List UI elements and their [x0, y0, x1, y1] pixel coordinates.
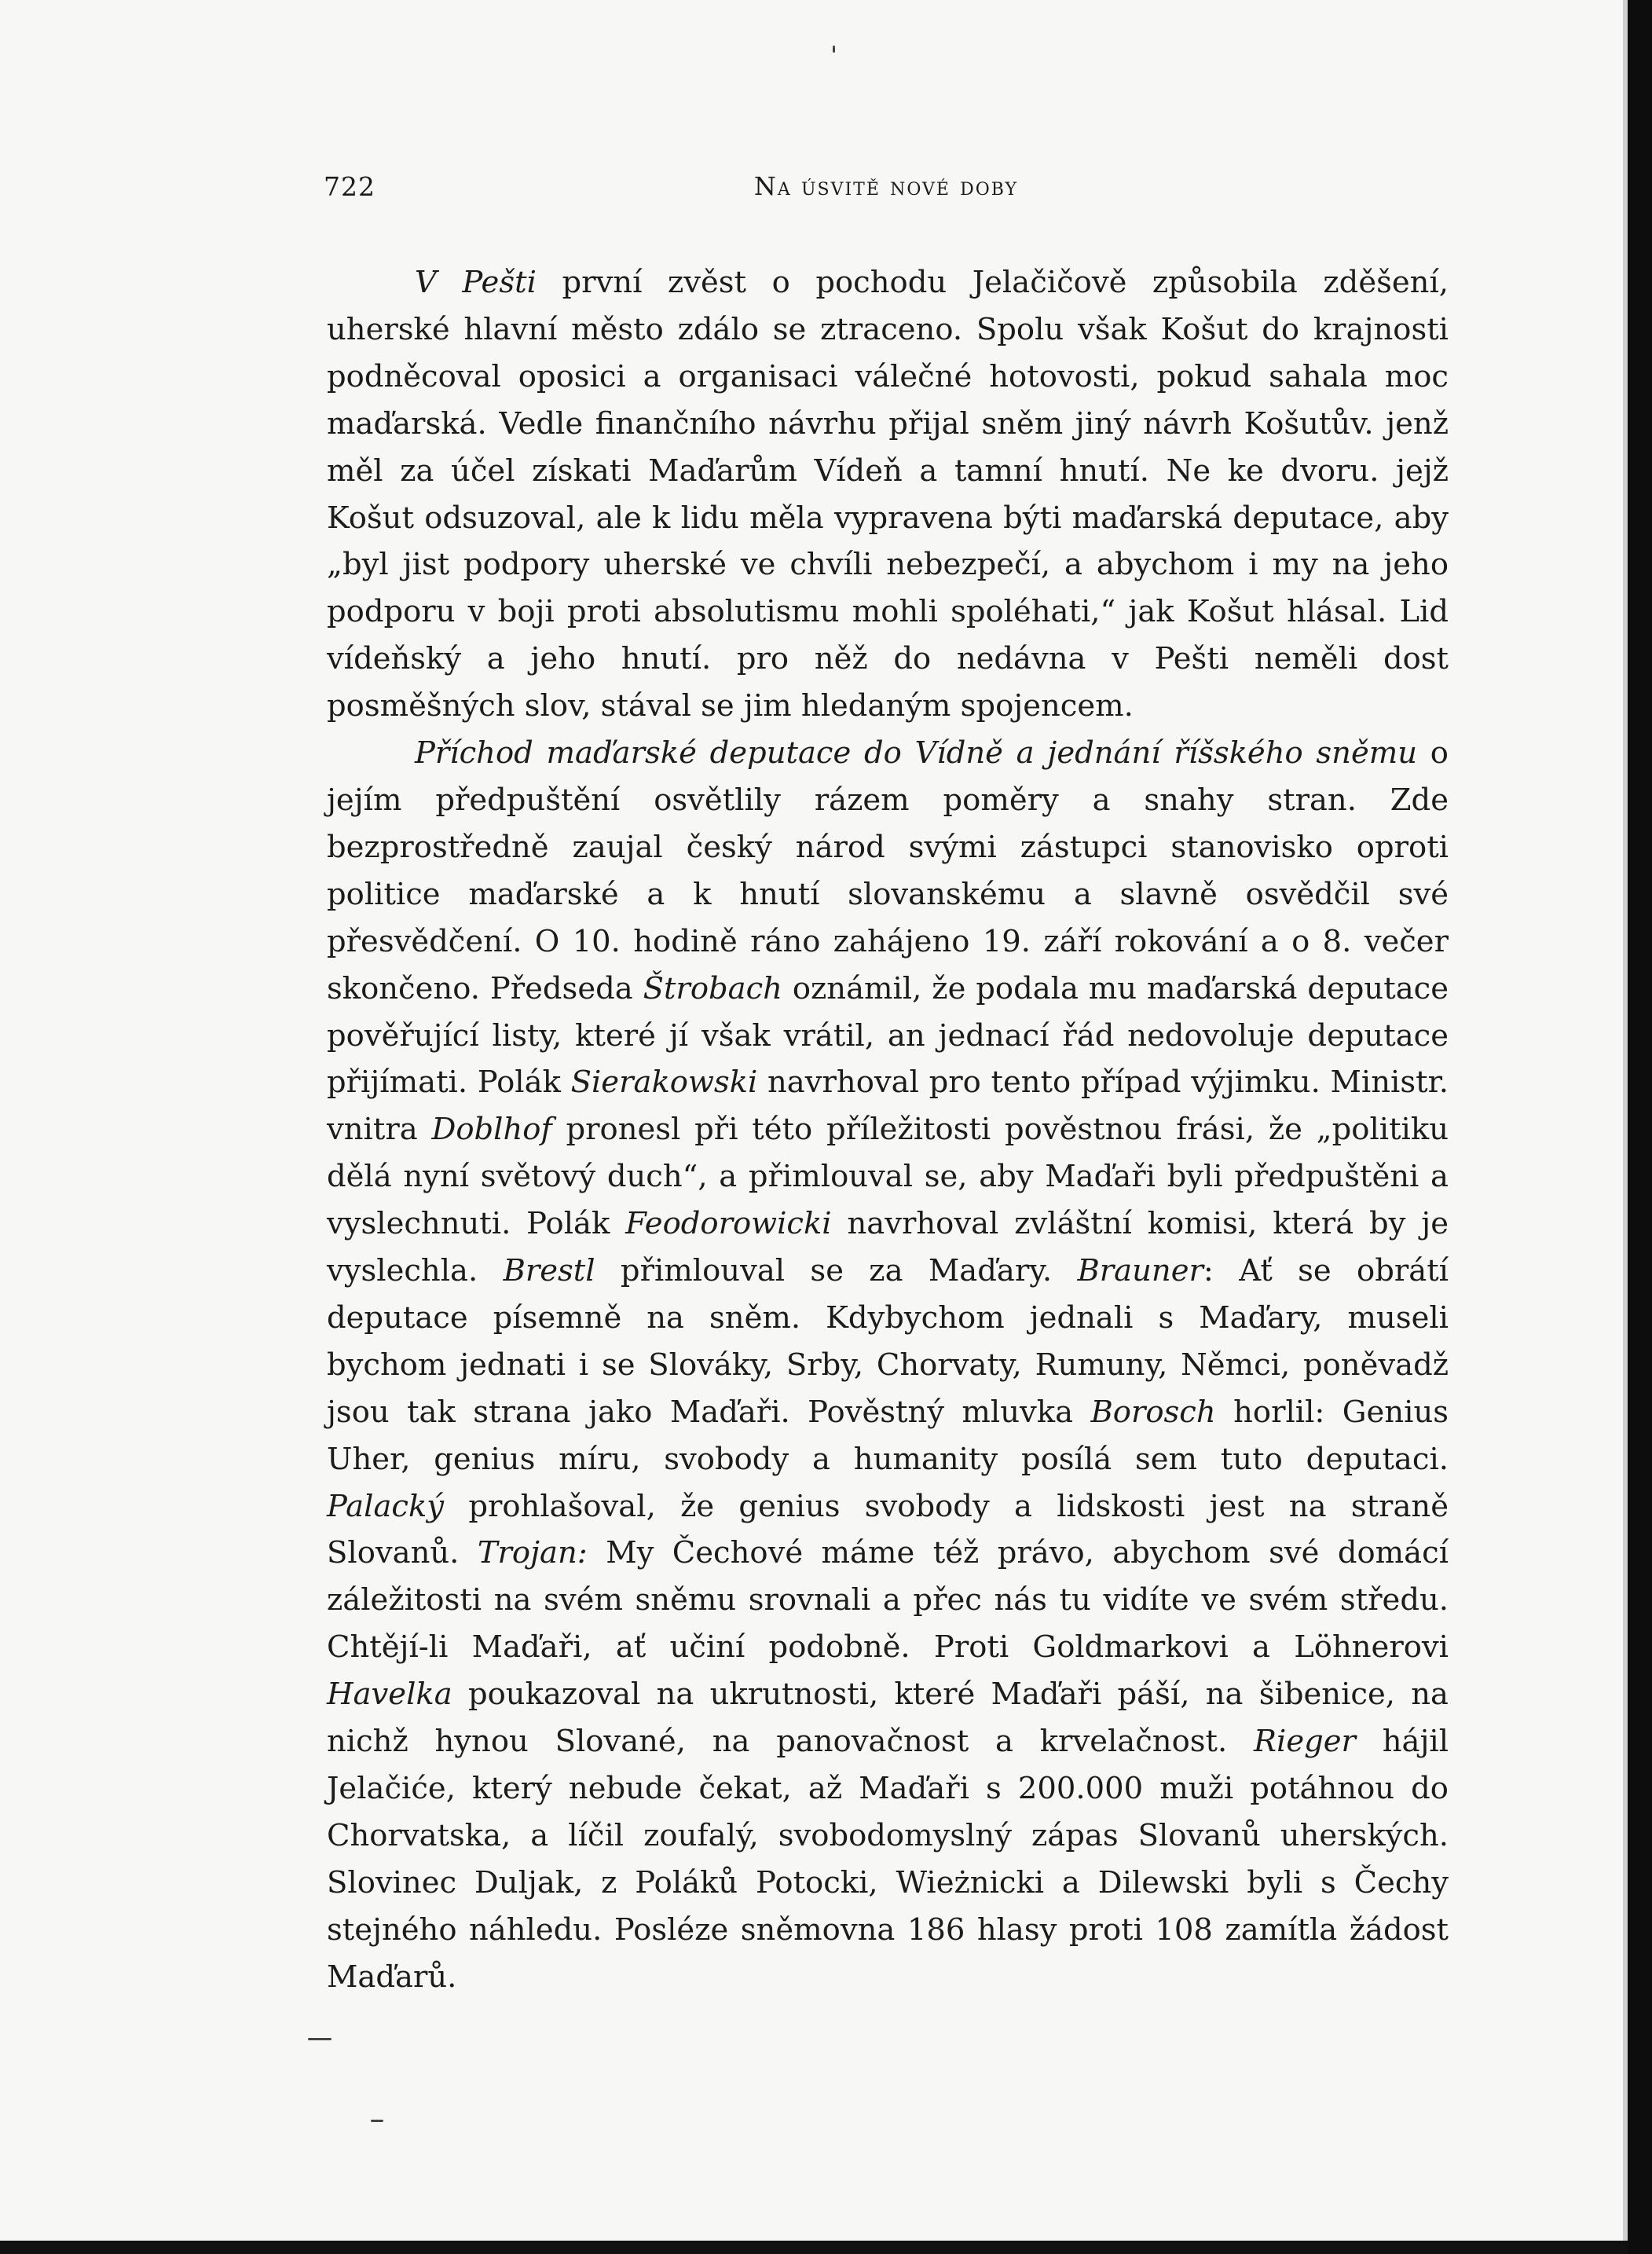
paragraph: [327, 730, 1449, 2000]
italic-text-run: Feodorowicki: [625, 1206, 832, 1242]
italic-text-run: Borosch: [1090, 1394, 1216, 1430]
text-run: horlil: Genius Uher, genius míru, svobody a humanity posílá sem tuto deputaci.: [327, 1394, 1449, 1477]
italic-text-run: Rieger: [1254, 1724, 1356, 1760]
body-text: [327, 259, 1449, 2001]
scan-mark-left: [308, 2038, 331, 2040]
italic-text-run: Brauner: [1077, 1253, 1203, 1289]
text-run: pronesl při této příležitosti pověstnou frási, že „politiku dělá nyní světový duch“, a přimlouval se, aby Maďaři byli předpuštěni a vyslechnuti. Polák: [327, 1112, 1449, 1242]
text-run: oznámil, že podala mu maďarská deputace pověřující listy, které jí však vrátil, an jednací řád nedovoluje deputace přijímati. Polák: [327, 970, 1449, 1101]
text-run: My Čechové máme též právo, abychom své domácí záležitosti na svém sněmu srovnali a přec nás tu vidíte ve svém středu. Chtějí-li Maďaři, ať učiní podobně. Proti Goldmarkovi a Löhnerovi: [327, 1535, 1449, 1666]
running-title: Na úsvitě nové doby: [753, 171, 1019, 201]
page-number: 722: [324, 171, 375, 202]
text-run: : Ať se obrátí deputace písemně na sněm. Kdybychom jednali s Maďary, museli bychom jednati i se Slováky, Srby, Chorvaty, Rumuny, Němci, poněvadž jsou tak strana jako Maďaři. Pověstný mluvka: [327, 1253, 1449, 1430]
italic-text-run: Palacký: [327, 1488, 445, 1524]
scan-mark-bottom: [371, 2120, 383, 2122]
italic-text-run: Štrobach: [643, 970, 782, 1006]
italic-text-run: Trojan:: [477, 1535, 588, 1571]
italic-text-run: Brestl: [503, 1253, 595, 1289]
italic-text-run: Sierakowski: [570, 1065, 758, 1101]
text-run: hájil Jelačiće, který nebude čekat, až Maďaři s 200.000 muži potáhnou do Chorvatska, a líčil zoufalý, svobodomyslný zápas Slovanů uherských. Slovinec Duljak, z Poláků Potocki, Wieżnicki a Dilewski byli s Čechy stejného náhledu. Posléze sněmovna 186 hlasy proti 108 zamítla žádost Maďarů.: [327, 1724, 1449, 1995]
italic-text-run: V Pešti: [415, 265, 537, 300]
text-run: navrhoval pro tento případ výjimku. Ministr. vnitra: [327, 1065, 1449, 1148]
text-run: poukazoval na ukrutnosti, které Maďaři páší, na šibenice, na nichž hynou Slované, na panovačnost a krvelačnost.: [327, 1677, 1449, 1760]
scan-mark-top: [833, 46, 835, 53]
scan-border-bottom: [0, 2241, 1628, 2254]
text-run: o jejím předpuštění osvětlily rázem poměry a snahy stran. Zde bezprostředně zaujal český národ svými zástupci stanovisko oproti politice maďarské a k hnutí slovanskému a slavně osvědčil své přesvědčení. O 10. hodině ráno zahájeno 19. září rokování a o 8. večer skončeno. Předseda: [327, 735, 1449, 1006]
text-run: navrhoval zvláštní komisi, která by je vyslechla.: [327, 1206, 1449, 1289]
text-run: prohlašoval, že genius svobody a lidskosti jest na straně Slovanů.: [327, 1488, 1449, 1571]
text-run: první zvěst o pochodu Jelačičově způsobila zděšení, uherské hlavní město zdálo se ztraceno. Spolu však Košut do krajnosti podněcoval oposici a organisaci válečné hotovosti, pokud sahala moc maďarská. Vedle finančního návrhu přijal sněm jiný návrh Košutův. jenž měl za účel získati Maďarům Vídeň a tamní hnutí. Ne ke dvoru. jejž Košut odsuzoval, ale k lidu měla vypravena býti maďarská deputace, aby „byl jist podpory uherské ve chvíli nebezpečí, a abychom i my na jeho podporu v boji proti absolutismu mohli spoléhati,“ jak Košut hlásal. Lid vídeňský a jeho hnutí. pro něž do nedávna v Pešti neměli dost posměšných slov, stával se jim hledaným spojencem.: [327, 265, 1449, 724]
italic-text-run: Příchod maďarské deputace do Vídně a jednání říšského sněmu: [415, 735, 1418, 771]
italic-text-run: Havelka: [327, 1677, 452, 1713]
paragraph: [327, 259, 1449, 730]
text-run: přimlouval se za Maďary.: [595, 1253, 1078, 1289]
italic-text-run: Doblhof: [431, 1112, 552, 1148]
scan-border-right: [1628, 0, 1652, 2254]
page-header: [324, 171, 1449, 211]
